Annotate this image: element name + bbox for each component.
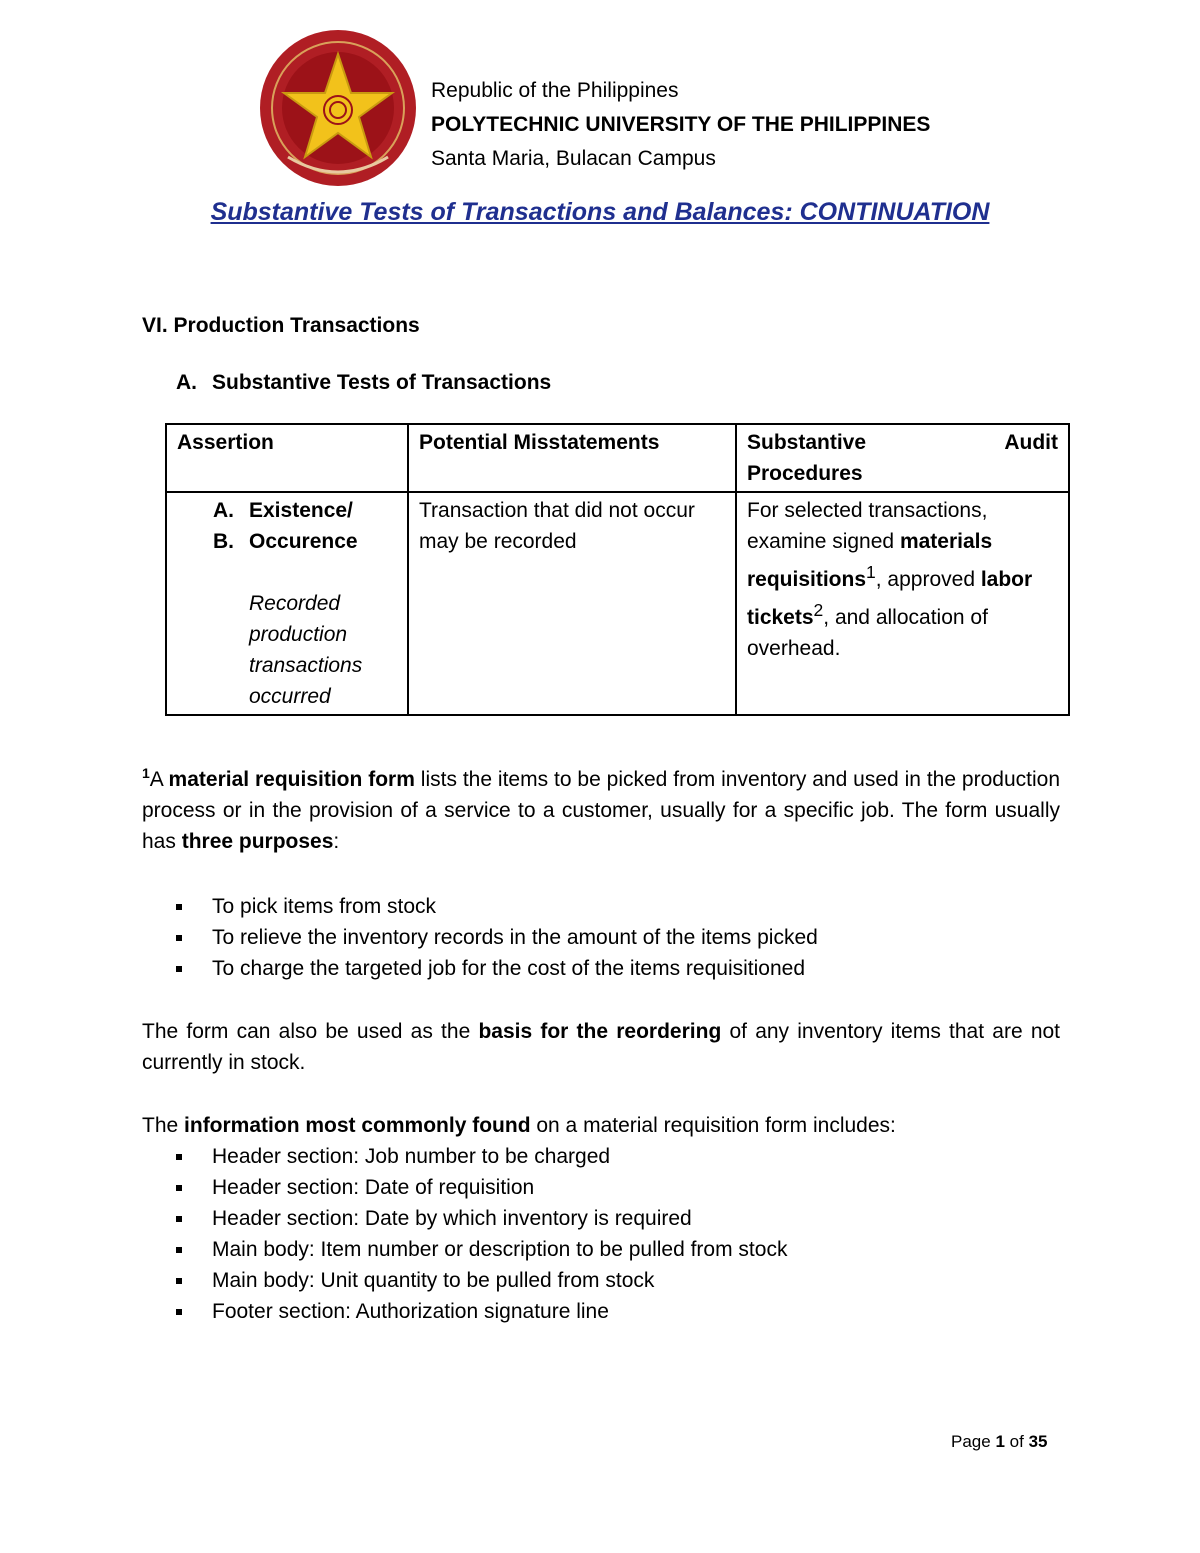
header-procedures-word1: Substantive	[747, 431, 867, 454]
footnote-text: lists the items to be picked from inventory and used in the production process or in the provision of a service to a customer, usually for a specific job. The form usually has	[142, 768, 1060, 853]
footnote-material-requisition	[142, 764, 1060, 857]
list-item	[142, 891, 818, 922]
subsection-letter: A.	[176, 371, 197, 394]
header-line-university: POLYTECHNIC UNIVERSITY OF THE PHILIPPINES	[431, 113, 931, 136]
section-heading: VI. Production Transactions	[142, 314, 420, 337]
page-current: 1	[995, 1432, 1005, 1451]
paragraph-bold: basis for the reordering	[478, 1020, 722, 1043]
institution-header	[431, 74, 930, 176]
cell-procedure	[736, 492, 1069, 715]
header-procedures	[736, 424, 1069, 492]
paragraph-text: The form can also be used as the	[142, 1020, 479, 1043]
list-item-text: Header section: Date of requisition	[212, 1176, 535, 1199]
substantive-tests-table	[165, 423, 1070, 716]
assertion-occurence	[213, 526, 397, 557]
assertion-text: Occurence	[249, 530, 358, 553]
header-assertion: Assertion	[166, 424, 408, 492]
info-paragraph	[142, 1110, 1060, 1141]
header-misstatements: Potential Misstatements	[408, 424, 736, 492]
bullet-square-icon	[176, 1278, 182, 1284]
table-row	[166, 492, 1069, 715]
list-item-text: Main body: Unit quantity to be pulled from stock	[212, 1269, 655, 1292]
info-list	[142, 1141, 787, 1327]
footnote-text: :	[333, 830, 340, 853]
document-title: Substantive Tests of Transactions and Balances: CONTINUATION	[210, 198, 990, 226]
subsection-text: Substantive Tests of Transactions	[212, 371, 552, 394]
header-line-republic: Republic of the Philippines	[431, 79, 679, 102]
header-procedures-word3: Procedures	[747, 462, 863, 485]
list-item-text: To charge the targeted job for the cost of the items requisitioned	[212, 957, 806, 980]
assertion-text: Existence/	[249, 499, 353, 522]
purposes-list	[142, 891, 818, 984]
bullet-square-icon	[176, 1309, 182, 1315]
bullet-square-icon	[176, 904, 182, 910]
procedure-text: For selected transactions, examine signed	[747, 499, 988, 553]
page-label: Page	[951, 1432, 991, 1451]
list-item	[142, 1172, 787, 1203]
bullet-square-icon	[176, 1185, 182, 1191]
assertion-letter: B.	[213, 530, 234, 553]
bullet-square-icon	[176, 1247, 182, 1253]
procedure-bold-term: labor tickets	[747, 568, 1033, 629]
page-total: 35	[1028, 1432, 1048, 1451]
list-item	[142, 922, 818, 953]
list-item-text: Header section: Job number to be charged	[212, 1145, 611, 1168]
list-item	[142, 1141, 787, 1172]
paragraph-text: on a material requisition form includes:	[530, 1114, 896, 1137]
paragraph-text: of any inventory items that are not currently in stock.	[142, 1020, 1061, 1074]
assertion-existence	[213, 495, 397, 526]
header-procedures-word2: Audit	[1004, 431, 1058, 454]
paragraph-bold: information most commonly found	[184, 1114, 531, 1137]
assertion-note: Recorded production transactions occurred	[249, 592, 363, 708]
subsection-heading	[176, 371, 551, 395]
bullet-square-icon	[176, 966, 182, 972]
cell-assertion	[166, 492, 408, 715]
procedure-text: , approved	[875, 568, 981, 591]
university-seal-logo	[258, 27, 418, 189]
list-item	[142, 1234, 787, 1265]
bullet-square-icon	[176, 1154, 182, 1160]
page-number	[951, 1432, 1047, 1452]
cell-misstatement: Transaction that did not occur may be recorded	[408, 492, 736, 715]
list-item-text: To relieve the inventory records in the amount of the items picked	[212, 926, 818, 949]
footnote-bold: material requisition form	[168, 768, 415, 791]
procedure-bold-term: materials requisitions	[747, 530, 993, 591]
list-item-text: Footer section: Authorization signature line	[212, 1300, 609, 1323]
footnote-number: 1	[142, 765, 150, 781]
paragraph-text: The	[142, 1114, 185, 1137]
bullet-square-icon	[176, 935, 182, 941]
list-item-text: To pick items from stock	[212, 895, 437, 918]
page-of: of	[1009, 1432, 1024, 1451]
list-item	[142, 953, 818, 984]
assertion-letter: A.	[213, 499, 234, 522]
list-item	[142, 1265, 787, 1296]
list-item	[142, 1296, 787, 1327]
list-item-text: Header section: Date by which inventory is required	[212, 1207, 692, 1230]
table-header-row	[166, 424, 1069, 492]
reorder-paragraph	[142, 1016, 1060, 1078]
list-item-text: Main body: Item number or description to be pulled from stock	[212, 1238, 788, 1261]
procedure-text: , and allocation of overhead.	[747, 606, 988, 660]
footnote-ref: 2	[813, 600, 824, 620]
header-line-campus: Santa Maria, Bulacan Campus	[431, 147, 716, 170]
footnote-bold: three purposes	[181, 830, 334, 853]
bullet-square-icon	[176, 1216, 182, 1222]
footnote-text: A	[149, 768, 169, 791]
footnote-ref: 1	[866, 562, 876, 582]
list-item	[142, 1203, 787, 1234]
